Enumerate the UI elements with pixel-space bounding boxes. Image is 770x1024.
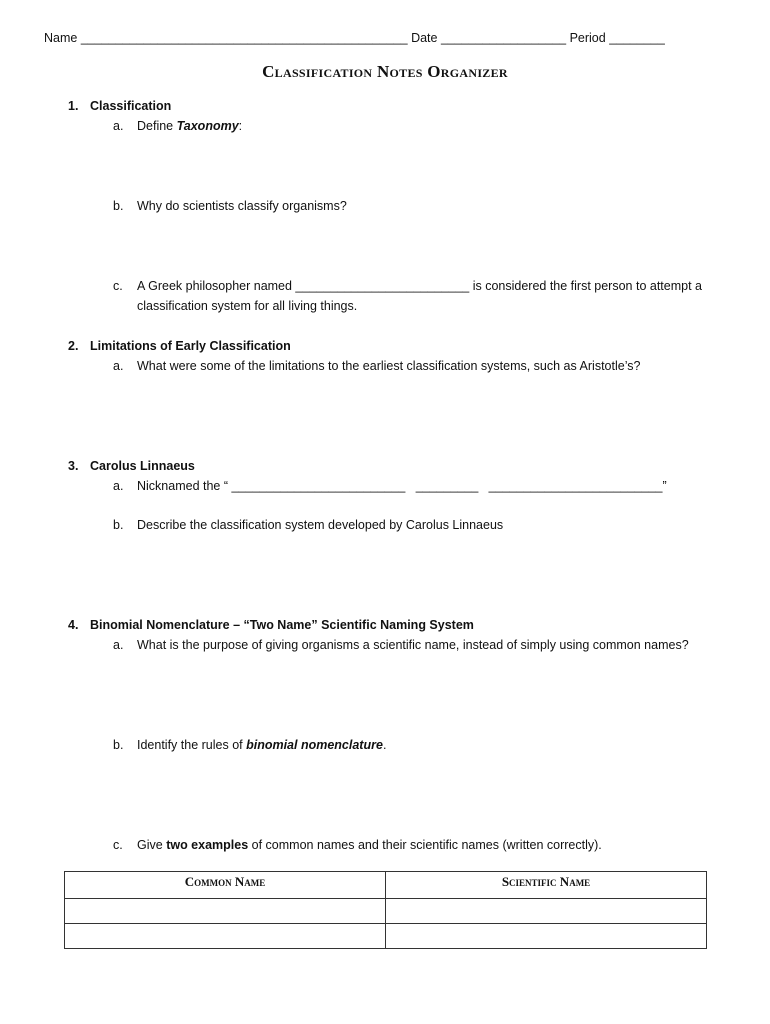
common-name-cell[interactable] <box>65 924 386 949</box>
section-4-heading <box>68 618 474 632</box>
question-1b <box>113 199 347 213</box>
key-term: Taxonomy <box>176 119 239 133</box>
question-1c <box>113 279 702 293</box>
scientific-name-header: Scientific Name <box>386 872 707 899</box>
item-letter: b. <box>113 199 124 213</box>
section-2-heading <box>68 339 291 353</box>
name-field[interactable]: _______________________________________________ <box>80 31 408 45</box>
item-letter: c. <box>113 279 123 293</box>
section-title: Classification <box>90 99 172 113</box>
section-1-heading <box>68 99 171 113</box>
question-1a <box>113 119 242 133</box>
item-letter: c. <box>113 838 123 852</box>
question-text: Nicknamed the “ _________________________ _________ _________________________” <box>137 479 667 493</box>
item-letter: a. <box>113 119 124 133</box>
question-4b <box>113 738 386 752</box>
key-term: binomial nomenclature <box>246 738 383 752</box>
item-letter: a. <box>113 638 124 652</box>
date-field[interactable]: __________________ <box>440 31 567 45</box>
question-text: Define <box>137 119 177 133</box>
question-3a <box>113 479 667 493</box>
question-text: A Greek philosopher named _________________________ is considered the first person to attempt a <box>137 279 702 293</box>
common-name-header: Common Name <box>65 872 386 899</box>
question-text: Why do scientists classify organisms? <box>137 199 347 213</box>
common-name-cell[interactable] <box>65 899 386 924</box>
table-header-row <box>65 872 707 899</box>
section-number: 1. <box>68 99 79 113</box>
question-text: What were some of the limitations to the earliest classification systems, such as Aristotle’s? <box>137 359 641 373</box>
period-field[interactable]: ________ <box>609 31 665 45</box>
section-number: 2. <box>68 339 79 353</box>
table-row <box>65 924 707 949</box>
item-letter: b. <box>113 518 124 532</box>
scientific-name-cell[interactable] <box>386 924 707 949</box>
section-title: Limitations of Early Classification <box>90 339 291 353</box>
question-2a <box>113 359 640 373</box>
section-number: 3. <box>68 459 79 473</box>
question-text-end: . <box>382 738 387 752</box>
item-letter: b. <box>113 738 124 752</box>
section-number: 4. <box>68 618 79 632</box>
names-table <box>64 871 707 949</box>
question-text: Describe the classification system developed by Carolus Linnaeus <box>137 518 504 532</box>
question-4a <box>113 638 689 652</box>
name-label: Name <box>44 31 78 45</box>
question-text: Give <box>137 838 167 852</box>
question-text: Identify the rules of <box>137 738 247 752</box>
period-label: Period <box>569 31 606 45</box>
key-term: two examples <box>166 838 249 852</box>
section-title: Binomial Nomenclature – “Two Name” Scientific Naming System <box>90 618 474 632</box>
question-text-end: of common names and their scientific names (written correctly). <box>248 838 602 852</box>
item-letter: a. <box>113 479 124 493</box>
question-text-end: : <box>238 119 243 133</box>
item-letter: a. <box>113 359 124 373</box>
question-1c-continued: classification system for all living things. <box>137 299 358 313</box>
page-title: Classification Notes Organizer <box>262 62 508 81</box>
section-3-heading <box>68 459 195 473</box>
question-text: What is the purpose of giving organisms a scientific name, instead of simply using common names? <box>137 638 689 652</box>
question-4c <box>113 838 602 852</box>
question-3b <box>113 518 503 532</box>
date-label: Date <box>411 31 438 45</box>
header-line <box>44 31 665 45</box>
table-row <box>65 899 707 924</box>
scientific-name-cell[interactable] <box>386 899 707 924</box>
section-title: Carolus Linnaeus <box>90 459 195 473</box>
